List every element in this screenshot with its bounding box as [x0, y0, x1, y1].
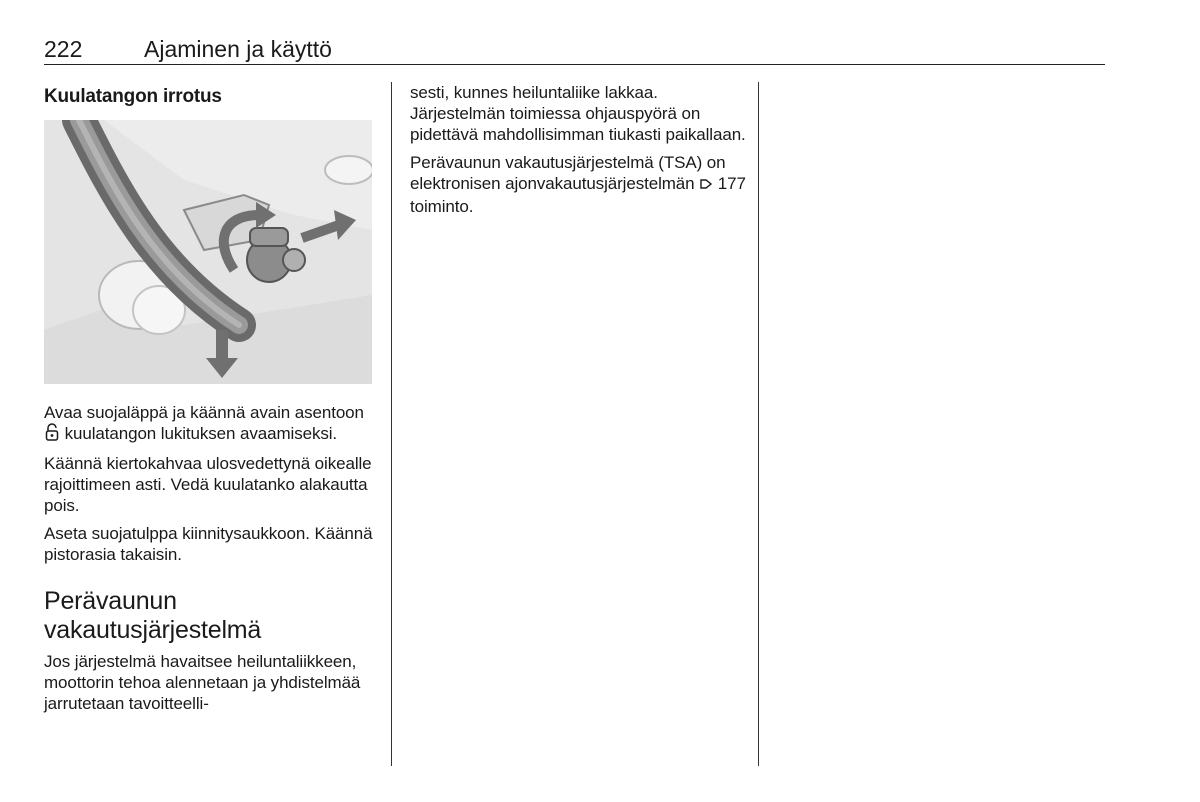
page-reference-icon [699, 175, 713, 196]
page-header [44, 36, 1105, 65]
column-divider [758, 82, 759, 766]
page-reference[interactable]: 177 [717, 174, 746, 193]
subheading: Kuulatangon irrotus [44, 86, 222, 107]
middle-column [410, 82, 750, 224]
left-column [44, 82, 379, 721]
paragraph: Aseta suojatulppa kiinnitysaukkoon. Käännä pistorasia takaisin. [44, 524, 373, 564]
towbar-removal-illustration [44, 120, 372, 384]
unlock-key-icon [44, 423, 60, 446]
chapter-title: Ajaminen ja käyttö [144, 36, 332, 62]
paragraph: Käännä kiertokahvaa ulosvedettynä oikealle rajoittimeen asti. Vedä kuulatanko alakautta pois. [44, 454, 372, 515]
paragraph: Jos järjestelmä havaitsee heiluntaliikkeen, moottorin tehoa alennetaan ja yhdistelmää jarrutetaan tavoitteelli- [44, 652, 361, 713]
paragraph: sesti, kunnes heiluntaliike lakkaa. Järjestelmän toimiessa ohjauspyörä on pidettävä mahdollisimman tiukasti paikallaan. [410, 83, 746, 144]
paragraph: Avaa suojaläppä ja käännä avain asentoon kuulatangon lukituksen avaamiseksi. [44, 402, 379, 446]
page-number: 222 [44, 36, 83, 62]
paragraph: Perävaunun vakautusjärjestelmä (TSA) on elektronisen ajonvakautusjärjestelmän 177 toiminto. [410, 153, 746, 216]
section-title: Perävaunun vakautusjärjestelmä [44, 587, 262, 644]
column-divider [391, 82, 392, 766]
